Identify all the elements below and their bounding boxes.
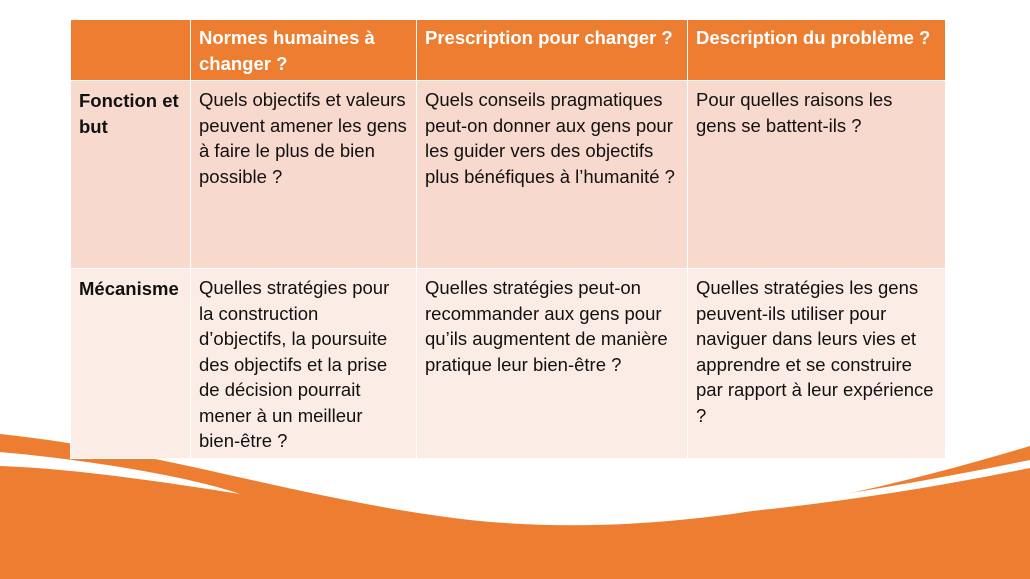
row-label-fonction-et-but: Fonction et but (71, 81, 191, 269)
table-row-mecanisme (71, 269, 946, 459)
table-cell: Quelles stratégies pour la construction d’objectifs, la poursuite des objectifs et la prise de décision pourrait mener à un meilleur bien-être ? (191, 269, 417, 459)
table-cell: Pour quelles raisons les gens se battent-ils ? (688, 81, 946, 269)
table-header-row (71, 20, 946, 81)
table-cell: Quelles stratégies peut-on recommander aux gens pour qu’ils augmentent de manière pratique leur bien-être ? (417, 269, 688, 459)
header-corner-cell (71, 20, 191, 81)
table-cell: Quels objectifs et valeurs peuvent amener les gens à faire le plus de bien possible ? (191, 81, 417, 269)
table-cell: Quels conseils pragmatiques peut-on donner aux gens pour les guider vers des objectifs plus bénéfiques à l’humanité ? (417, 81, 688, 269)
header-description: Description du problème ? (688, 20, 946, 81)
comparison-table (70, 19, 946, 459)
row-label-mecanisme: Mécanisme (71, 269, 191, 459)
table-cell: Quelles stratégies les gens peuvent-ils utiliser pour naviguer dans leurs vies et apprendre et se construire par rapport à leur expérience ? (688, 269, 946, 459)
header-prescription: Prescription pour changer ? (417, 20, 688, 81)
table-row-fonction-et-but (71, 81, 946, 269)
header-normes-humaines: Normes humaines à changer ? (191, 20, 417, 81)
